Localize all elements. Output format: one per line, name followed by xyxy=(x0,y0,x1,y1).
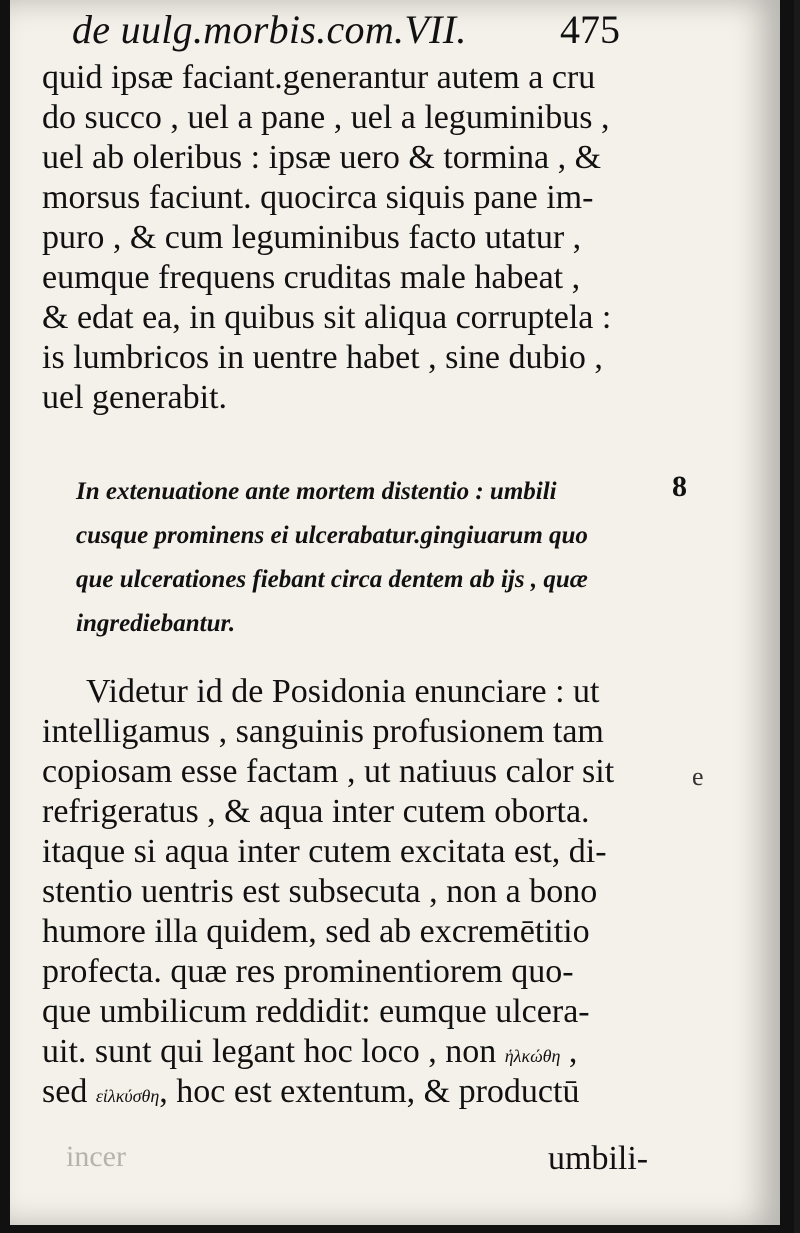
text-line: que umbilicum reddidit: eumque ulcera- xyxy=(42,993,590,1030)
text-line: morsus faciunt. quocirca siquis pane im- xyxy=(42,179,594,216)
text-line: uel generabit. xyxy=(42,379,228,416)
bleed-through-text: incer xyxy=(66,1140,126,1173)
text-line: do succo , uel a pane , uel a leguminibus , xyxy=(42,99,610,136)
running-title: de uulg.morbis.com.VII. xyxy=(72,7,467,52)
text-line-greek xyxy=(42,1032,662,1072)
text-line: profecta. quæ res prominentiorem quo- xyxy=(42,953,574,990)
lemma-text xyxy=(76,470,666,646)
section-number: 8 xyxy=(672,470,687,503)
lemma-line: que ulcerationes fiebant circa dentem ab ijs , quæ xyxy=(76,566,588,593)
text-line: eumque frequens cruditas male habeat , xyxy=(42,259,581,296)
page-number: 475 xyxy=(560,7,620,52)
margin-mark: e xyxy=(692,762,704,791)
text-line-greek xyxy=(42,1072,662,1112)
paragraph-2 xyxy=(42,672,662,1112)
text-line: quid ipsæ faciant.generantur autem a cru xyxy=(42,59,596,96)
text-line: refrigeratus , & aqua inter cutem oborta. xyxy=(42,793,590,830)
greek-word: ἡλκώθη xyxy=(504,1046,561,1066)
lemma-line: cusque prominens ei ulcerabatur.gingiuarum quo xyxy=(76,522,588,549)
lemma-line: In extenuatione ante mortem distentio : umbili xyxy=(76,478,557,505)
text-fragment: , xyxy=(560,1033,578,1070)
text-line: stentio uentris est subsecuta , non a bono xyxy=(42,873,598,910)
greek-word: εἱλκύσθη xyxy=(95,1086,160,1106)
text-line: Videtur id de Posidonia enunciare : ut xyxy=(86,673,600,710)
paragraph-1 xyxy=(42,58,662,418)
text-line: humore illa quidem, sed ab excremētitio xyxy=(42,913,590,950)
text-line: puro , & cum leguminibus facto utatur , xyxy=(42,219,582,256)
text-fragment: sed xyxy=(42,1073,96,1110)
text-line: copiosam esse factam , ut natiuus calor sit xyxy=(42,753,615,790)
text-line: is lumbricos in uentre habet , sine dubio , xyxy=(42,339,603,376)
text-fragment: , hoc est extentum, & productū xyxy=(159,1073,580,1110)
text-fragment: uit. sunt qui legant hoc loco , non xyxy=(42,1033,505,1070)
page-edge xyxy=(794,0,800,1233)
catchword: umbili- xyxy=(548,1140,649,1177)
text-line: & edat ea, in quibus sit aliqua corruptela : xyxy=(42,299,612,336)
text-line: intelligamus , sanguinis profusionem tam xyxy=(42,713,604,750)
lemma-line: ingrediebantur. xyxy=(76,610,236,637)
text-line: itaque si aqua inter cutem excitata est, di- xyxy=(42,833,607,870)
text-line: uel ab oleribus : ipsæ uero & tormina , & xyxy=(42,139,602,176)
book-page xyxy=(10,0,780,1225)
